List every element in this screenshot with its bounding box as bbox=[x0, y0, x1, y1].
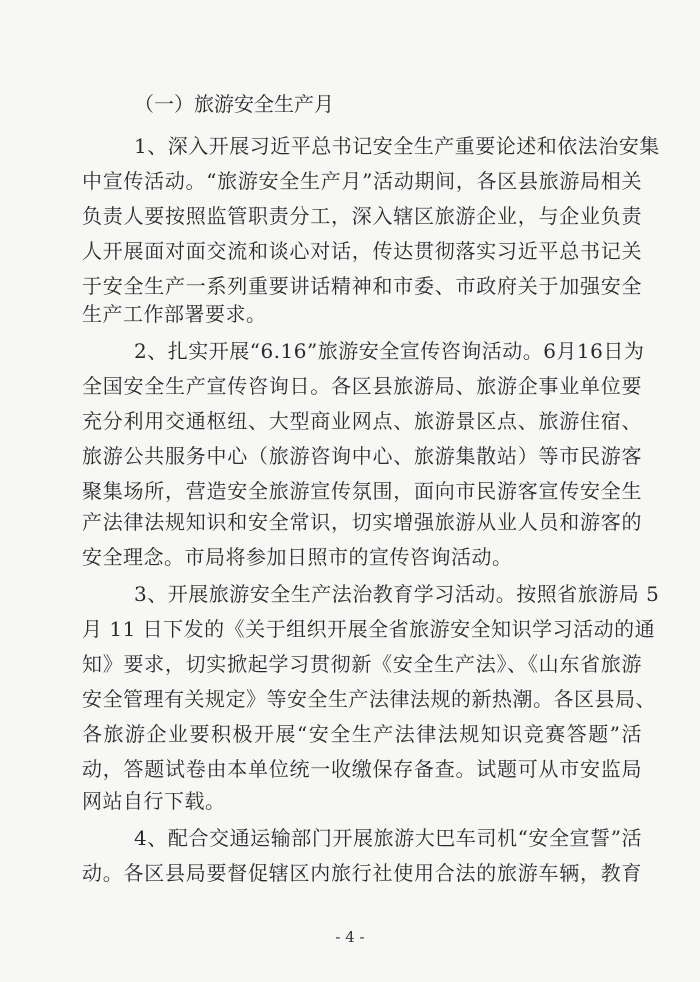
paragraph-3-line-1: 3、开展旅游安全生产法治教育学习活动。按照省旅游局 5 bbox=[134, 582, 660, 606]
paragraph-2-line-7: 安全理念。市局将参加日照市的宣传咨询活动。 bbox=[82, 545, 513, 569]
paragraph-1-line-1: 1、深入开展习近平总书记安全生产重要论述和依法治安集 bbox=[134, 134, 660, 158]
paragraph-2-line-6: 产法律法规知识和安全常识，切实增强旅游从业人员和游客的 bbox=[82, 510, 642, 534]
paragraph-3-line-7: 网站自行下载。 bbox=[82, 789, 226, 813]
section-heading: （一）旅游安全生产月 bbox=[134, 92, 334, 116]
paragraph-3-line-5: 各旅游企业要积极开展“安全生产法律法规知识竞赛答题”活 bbox=[82, 722, 642, 746]
paragraph-1-line-3: 负责人要按照监管职责分工，深入辖区旅游企业，与企业负责 bbox=[82, 204, 642, 228]
paragraph-3-line-4: 安全管理有关规定》等安全生产法律法规的新热潮。各区县局、 bbox=[82, 687, 656, 711]
paragraph-2-line-3: 充分利用交通枢纽、大型商业网点、旅游景区点、旅游住宿、 bbox=[82, 409, 642, 433]
paragraph-2-line-2: 全国安全生产宣传咨询日。各区县旅游局、旅游企事业单位要 bbox=[82, 374, 642, 398]
paragraph-3-line-2: 月 11 日下发的《关于组织开展全省旅游安全知识学习活动的通 bbox=[82, 617, 656, 641]
paragraph-2-line-5: 聚集场所，营造安全旅游宣传氛围，面向市民游客宣传安全生 bbox=[82, 479, 642, 503]
paragraph-1-line-4: 人开展面对面交流和谈心对话，传达贯彻落实习近平总书记关 bbox=[82, 239, 642, 263]
paragraph-1-line-5: 于安全生产一系列重要讲话精神和市委、市政府关于加强安全 bbox=[82, 274, 642, 298]
paragraph-2-line-4: 旅游公共服务中心（旅游咨询中心、旅游集散站）等市民游客 bbox=[82, 444, 642, 468]
paragraph-3-line-3: 知》要求，切实掀起学习贯彻新《安全生产法》、《山东省旅游 bbox=[82, 652, 642, 676]
paragraph-4-line-1: 4、配合交通运输部门开展旅游大巴车司机“安全宣誓”活 bbox=[134, 826, 642, 850]
paragraph-1-line-6: 生产工作部署要求。 bbox=[82, 302, 267, 326]
paragraph-2-line-1: 2、扎实开展“6.16”旅游安全宣传咨询活动。6月16日为 bbox=[134, 339, 645, 363]
paragraph-3-line-6: 动，答题试卷由本单位统一收缴保存备查。试题可从市安监局 bbox=[82, 757, 642, 781]
page-number: - 4 - bbox=[335, 928, 365, 946]
paragraph-1-line-2: 中宣传活动。“旅游安全生产月”活动期间，各区县旅游局相关 bbox=[82, 169, 642, 193]
paragraph-4-line-2: 动。各区县局要督促辖区内旅行社使用合法的旅游车辆，教育 bbox=[82, 861, 642, 885]
